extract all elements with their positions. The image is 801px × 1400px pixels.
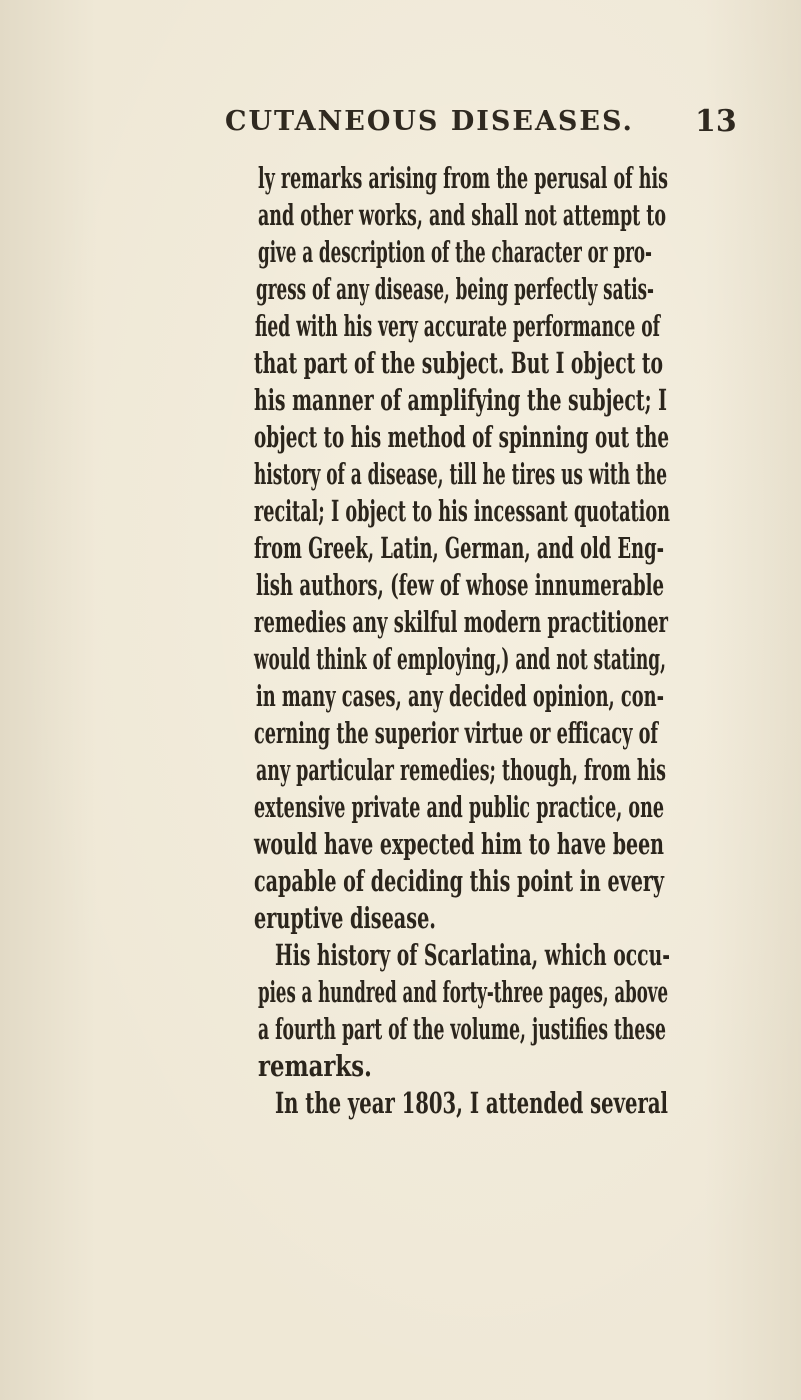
text-line: give a description of the character or pro-	[258, 235, 652, 269]
text-line: from Greek, Latin, German, and old Eng-	[254, 531, 664, 565]
text-line: would think of employing,) and not stating,	[254, 642, 666, 676]
text-line: In the year 1803, I attended several	[275, 1086, 668, 1120]
running-head: CUTANEOUS DISEASES.	[225, 106, 634, 137]
text-line: remedies any skilful modern practitioner	[254, 605, 668, 639]
text-line: any particular remedies; though, from his	[256, 753, 666, 787]
text-line: a fourth part of the volume, justifies these	[258, 1012, 666, 1046]
text-line: object to his method of spinning out the	[254, 420, 669, 454]
text-line: extensive private and public practice, one	[254, 790, 664, 824]
text-line: would have expected him to have been	[254, 827, 664, 861]
text-line: recital; I object to his incessant quotation	[254, 494, 670, 528]
text-line: lish authors, (few of whose innumerable	[256, 568, 664, 602]
text-line: and other works, and shall not attempt to	[258, 198, 666, 232]
text-line: his manner of amplifying the subject; I	[254, 383, 667, 417]
page-header	[0, 102, 801, 148]
text-line: pies a hundred and forty-three pages, above	[258, 975, 668, 1009]
page-number: 13	[695, 104, 737, 139]
text-line: history of a disease, till he tires us with the	[254, 457, 667, 491]
text-line: ly remarks arising from the perusal of his	[258, 161, 668, 195]
text-line: gress of any disease, being perfectly satis-	[256, 272, 654, 306]
text-line: fied with his very accurate performance of	[255, 309, 660, 343]
text-line: remarks.	[258, 1049, 372, 1083]
text-line: capable of deciding this point in every	[254, 864, 664, 898]
text-line: in many cases, any decided opinion, con-	[256, 679, 664, 713]
text-line: eruptive disease.	[254, 901, 436, 935]
text-line: His history of Scarlatina, which occu-	[275, 938, 670, 972]
text-line: cerning the superior virtue or efficacy of	[254, 716, 658, 750]
text-line: that part of the subject. But I object to	[254, 346, 663, 380]
